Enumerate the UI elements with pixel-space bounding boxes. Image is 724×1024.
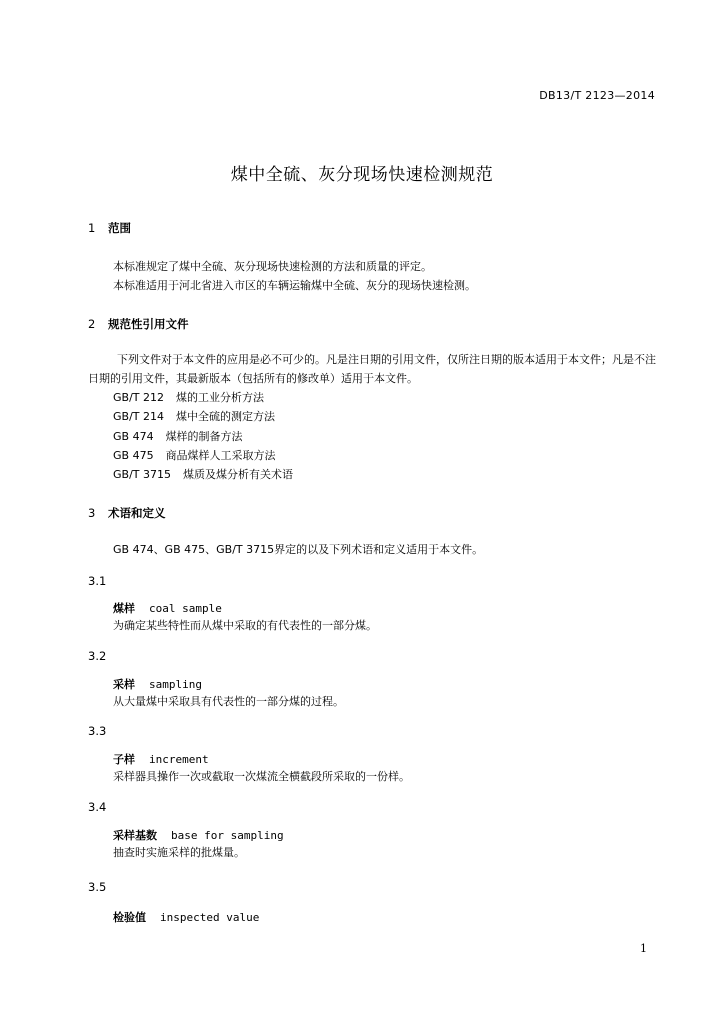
section-title: 范围 [108, 221, 131, 235]
clause-number: 3.4 [88, 800, 107, 814]
term-definition: 抽查时实施采样的批煤量。 [113, 846, 245, 859]
term-chinese: 检验值 [113, 911, 146, 924]
paragraph: GB 474、GB 475、GB/T 3715界定的以及下列术语和定义适用于本文件。 [113, 543, 484, 556]
reference-item [113, 466, 293, 482]
document-title: 煤中全硫、灰分现场快速检测规范 [230, 165, 494, 185]
reference-code: GB 474 [113, 430, 154, 443]
reference-code: GB/T 3715 [113, 468, 171, 481]
reference-item [113, 408, 275, 424]
clause-number: 3.2 [88, 649, 107, 663]
page-number: 1 [640, 942, 647, 955]
term-english: coal sample [149, 602, 222, 615]
paragraph: 下列文件对于本文件的应用是必不可少的。凡是注日期的引用文件，仅所注日期的版本适用于本文件；凡是不注日期的引用文件，其最新版本（包括所有的修改单）适用于本文件。 [88, 353, 656, 385]
term-entry [113, 909, 259, 925]
reference-code: GB/T 214 [113, 410, 164, 423]
term-english: increment [149, 753, 209, 766]
term-english: base for sampling [171, 829, 284, 842]
section-number: 3 [88, 506, 96, 520]
section-number: 2 [88, 317, 96, 331]
reference-title: 商品煤样人工采取方法 [165, 449, 276, 462]
term-chinese: 煤样 [113, 602, 135, 615]
term-entry [113, 676, 202, 692]
clause-number: 3.5 [88, 880, 107, 894]
reference-title: 煤的工业分析方法 [176, 391, 264, 404]
paragraph: 本标准规定了煤中全硫、灰分现场快速检测的方法和质量的评定。 [113, 260, 432, 273]
term-definition: 为确定某些特性而从煤中采取的有代表性的一部分煤。 [113, 619, 377, 632]
reference-title: 煤质及煤分析有关术语 [183, 468, 293, 481]
term-chinese: 采样 [113, 678, 135, 691]
clause-number: 3.1 [88, 574, 107, 588]
term-entry [113, 827, 284, 843]
section-3-heading [88, 505, 166, 521]
reference-item [113, 428, 243, 444]
reference-title: 煤中全硫的测定方法 [176, 410, 275, 423]
standard-number: DB13/T 2123—2014 [539, 89, 655, 102]
section-title: 术语和定义 [108, 506, 166, 520]
term-definition: 采样器具操作一次或截取一次煤流全横截段所采取的一份样。 [113, 770, 410, 783]
term-entry [113, 600, 222, 616]
reference-code: GB/T 212 [113, 391, 164, 404]
section-title: 规范性引用文件 [108, 317, 189, 331]
term-chinese: 采样基数 [113, 829, 157, 842]
reference-code: GB 475 [113, 449, 154, 462]
reference-title: 煤样的制备方法 [165, 430, 243, 443]
section-number: 1 [88, 221, 96, 235]
term-english: sampling [149, 678, 202, 691]
term-definition: 从大量煤中采取具有代表性的一部分煤的过程。 [113, 695, 344, 708]
section-1-heading [88, 220, 131, 236]
reference-item [113, 389, 264, 405]
paragraph: 本标准适用于河北省进入市区的车辆运输煤中全硫、灰分的现场快速检测。 [113, 279, 476, 292]
reference-item [113, 447, 276, 463]
section-2-heading [88, 316, 189, 332]
clause-number: 3.3 [88, 724, 107, 738]
term-english: inspected value [160, 911, 260, 924]
term-entry [113, 751, 209, 767]
term-chinese: 子样 [113, 753, 135, 766]
